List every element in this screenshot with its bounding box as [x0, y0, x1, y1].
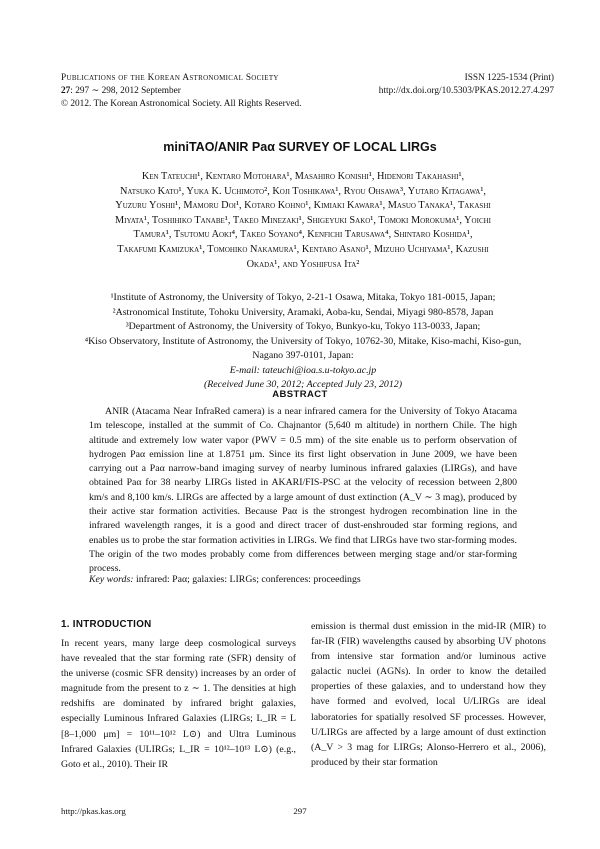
pages-date: : 297 ∼ 298, 2012 September: [70, 86, 181, 96]
author-line: Takafumi Kamizuka¹, Tomohiko Nakamura¹, Kentaro Asano¹, Mizuho Uchiyama¹, Kazushi: [117, 243, 489, 255]
author-line: Okada¹, and Yoshifusa Ita²: [246, 258, 360, 270]
affiliation-line: ⁴Kiso Observatory, Institute of Astronomy, the University of Tokyo, 10762-30, Mitake, Kiso-machi, Kiso-gun,: [84, 335, 522, 347]
intro-column-right: emission is thermal dust emission in the mid-IR (MIR) to far-IR (FIR) wavelengths caused by absorbing UV photons from intensive star formation and/or luminous active galactic nuclei (AGNs). In order to know the detailed properties of these galaxies, and to understand how they have formed and evolved, local U/LIRGs are ideal laboratories for spatially resolved SF processes. However, U/LIRGs are affected by a large amount of dust extinction (A_V > 3 mag for LIRGs; Alonso-Herrero et al., 2006), produced by their star formation: [311, 621, 546, 768]
author-list: [62, 170, 544, 272]
volume-line: [61, 85, 301, 98]
keywords-list: infrared: Paα; galaxies: LIRGs; conferences: proceedings: [136, 574, 361, 585]
keywords-label: Key words:: [89, 574, 134, 585]
journal-header: [61, 72, 301, 111]
email-line: [62, 364, 544, 379]
doi-link[interactable]: http://dx.doi.org/10.5303/PKAS.2012.27.4.297: [378, 86, 554, 96]
author-line: Yuzuru Yoshii¹, Mamoru Doi¹, Kotaro Kohno¹, Kimiaki Kawara¹, Masuo Tanaka¹, Takashi: [115, 200, 491, 212]
issn: ISSN 1225-1534 (Print): [464, 73, 554, 83]
intro-column-left: In recent years, many large deep cosmological surveys have revealed that the star forming rate (SFR) density of the universe (cosmic SFR density) increases by an order of magnitude from the present to z ∼ 1. The densities at high redshifts are dominated by infrared bright galaxies, especially Luminous Infrared Galaxies (LIRGs; L_IR = L [8–1,000 μm] = 10¹¹–10¹² L⊙) and Ultra Luminous Infrared Galaxies (ULIRGs; L_IR = 10¹²–10¹³ L⊙) (e.g., Goto et al., 2010). Their IR: [61, 638, 296, 770]
affiliation-line: Nagano 397-0101, Japan:: [252, 350, 354, 361]
affiliation-line: ³Department of Astronomy, the University of Tokyo, Bunkyo-ku, Tokyo 113-0033, Japan;: [125, 321, 481, 332]
received-dates: (Received June 30, 2012; Accepted July 23, 2012): [203, 379, 403, 390]
author-line: Tamura¹, Tsutomu Aoki⁴, Takeo Soyano⁴, Kenfichi Tarusawa⁴, Shintaro Koshida¹,: [133, 229, 473, 241]
section-heading-introduction: 1. INTRODUCTION: [61, 619, 152, 630]
author-line: Ken Tateuchi¹, Kentaro Motohara¹, Masahiro Konishi¹, Hidenori Takahashi¹,: [141, 171, 465, 182]
email-address[interactable]: tateuchi@ioa.s.u-tokyo.ac.jp: [262, 364, 377, 376]
abstract-heading: ABSTRACT: [272, 389, 328, 400]
issn-doi-header: [379, 72, 554, 98]
author-line: Miyata¹, Toshihiko Tanabe¹, Takeo Minezaki¹, Shigeyuki Sako¹, Tomoki Morokuma¹, Yoichi: [115, 214, 491, 226]
footer-url[interactable]: http://pkas.kas.org: [61, 806, 126, 816]
email-label: E-mail:: [229, 364, 260, 376]
affiliation-line: ²Astronomical Institute, Tohoku University, Aramaki, Aoba-ku, Sendai, Miyagi 980-8578, Japan: [112, 306, 494, 318]
author-line: Natsuko Kato¹, Yuka K. Uchimoto², Koji Toshikawa¹, Ryou Ohsawa³, Yutaro Kitagawa¹,: [119, 185, 487, 197]
affiliations: [62, 291, 544, 393]
copyright-line: © 2012. The Korean Astronomical Society. All Rights Reserved.: [61, 99, 302, 109]
page-number: 297: [293, 806, 307, 816]
paper-title: miniTAO/ANIR Paα SURVEY OF LOCAL LIRGs: [163, 140, 437, 154]
volume-number: 27: [61, 86, 71, 96]
journal-name: Publications of the Korean Astronomical Society: [61, 73, 279, 83]
keywords: [89, 574, 517, 585]
abstract-text: ANIR (Atacama Near InfraRed camera) is a near infrared camera for the University of Tokyo Atacama 1m telescope, installed at the summit of Co. Chajnantor (5,640 m altitude) in northern Chile. The high altitude and extremely low water vapor (PWV = 0.5 mm) of the site enable us to perform observation of hydrogen Paα emission line at 1.8751 μm. Since its first light observation in June 2009, we have been carrying out a Paα narrow-band imaging survey of nearby luminous infrared galaxies (LIRGs), and have obtained Paα for 38 nearby LIRGs listed in AKARI/FIS-PSC at the velocity of recession between 2,800 km/s and 8,100 km/s. LIRGs are affected by a large amount of dust extinction (A_V ∼ 3 mag), produced by their active star formation activities. Because Paα is the strongest hydrogen recombination line in the infrared wavelength ranges, it is a good and direct tracer of dust-enshrouded star forming regions, and enables us to probe the star formation activities in LIRGs. We find that LIRGs have two star-forming modes. The origin of the two modes probably come from differences between merging stage and/or star-forming process.: [89, 406, 517, 575]
affiliation-line: ¹Institute of Astronomy, the University of Tokyo, 2-21-1 Osawa, Mitaka, Tokyo 181-0015, Japan;: [110, 292, 496, 303]
